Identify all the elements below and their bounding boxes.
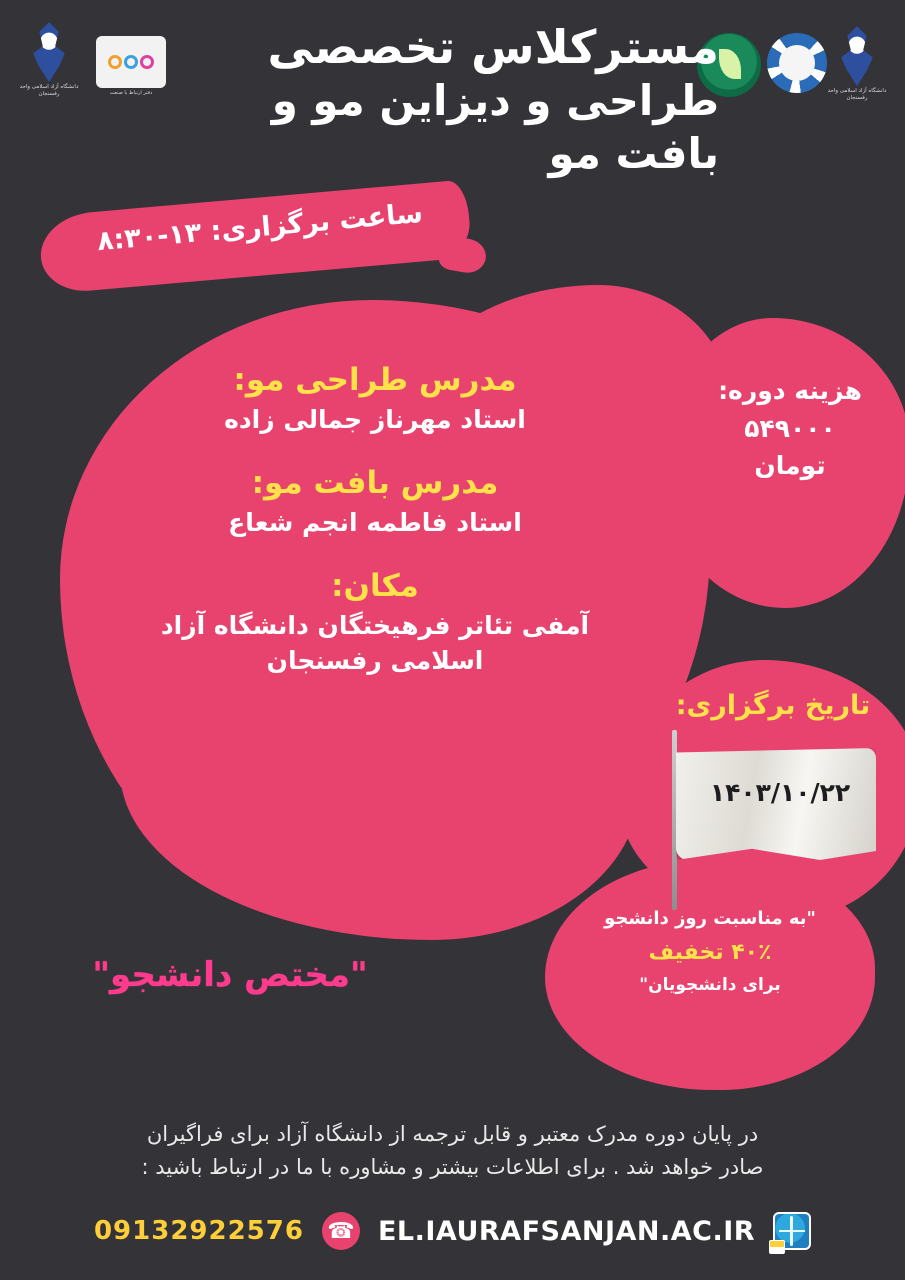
teacher-design-value: استاد مهرناز جمالی زاده bbox=[224, 404, 526, 434]
discount-line-1: "به مناسبت روز دانشجو bbox=[604, 908, 816, 929]
title-line-1: مسترکلاس تخصصی bbox=[267, 20, 719, 74]
gear-emblem-icon bbox=[767, 33, 827, 93]
flag-badge-icon bbox=[769, 1240, 785, 1254]
teacher-design-label: مدرس طراحی مو: bbox=[233, 362, 517, 398]
phone-icon bbox=[322, 1212, 360, 1250]
azad-emblem-icon bbox=[27, 22, 71, 82]
teacher-weave-value: استاد فاطمه انجم شعاع bbox=[228, 507, 522, 537]
student-only-badge: "مختص دانشجو" bbox=[92, 955, 368, 995]
place-value-line-1: آمفی تئاتر فرهیختگان دانشگاه آزاد bbox=[160, 610, 590, 640]
logo-caption: دانشگاه آزاد اسلامی واحد رفسنجان bbox=[19, 84, 79, 97]
event-time: ساعت برگزاری: ۱۳-۸:۳۰ bbox=[95, 197, 425, 258]
logo-caption: دفتر ارتباط با صنعت bbox=[109, 89, 153, 96]
discount-note bbox=[560, 905, 860, 1000]
website-link[interactable]: EL.IAURAFSANJAN.AC.IR bbox=[377, 1215, 756, 1247]
title-line-2: طراحی و دیزاین مو و بافت مو bbox=[271, 76, 719, 178]
price-label: هزینه دوره: bbox=[718, 376, 862, 405]
footer-note bbox=[45, 1118, 860, 1183]
phone-number[interactable]: 09132922576 bbox=[93, 1216, 304, 1246]
date-label: تاریخ برگزاری: bbox=[675, 690, 871, 721]
course-price bbox=[690, 372, 890, 485]
decorative-blob-time-tail bbox=[437, 234, 488, 275]
logo-azad-university-right bbox=[822, 18, 892, 110]
globe-icon bbox=[773, 1212, 811, 1250]
logo-communications-office bbox=[88, 26, 174, 106]
discount-line-2: ۴۰٪ تخفیف bbox=[648, 939, 772, 965]
price-amount: ۵۴۹۰۰۰ bbox=[744, 413, 836, 443]
poster-title bbox=[219, 20, 719, 180]
footer-line-1: در پایان دوره مدرک معتبر و قابل ترجمه از دانشگاه آزاد برای فراگیران bbox=[146, 1122, 759, 1146]
event-details bbox=[90, 360, 660, 678]
logo-azad-university-left bbox=[18, 14, 80, 106]
communications-emblem-icon bbox=[96, 36, 166, 88]
price-currency: تومان bbox=[754, 451, 826, 480]
footer-line-2: صادر خواهد شد . برای اطلاعات بیشتر و مشاوره با ما در ارتباط باشید : bbox=[141, 1154, 764, 1179]
event-date-value: ۱۴۰۳/۱۰/۲۲ bbox=[709, 778, 851, 807]
teacher-weave-label: مدرس بافت مو: bbox=[251, 464, 499, 501]
place-value-line-2: اسلامی رفسنجان bbox=[266, 645, 484, 675]
discount-line-3: برای دانشجویان" bbox=[639, 975, 781, 996]
place-label: مکان: bbox=[331, 567, 419, 604]
contact-row bbox=[30, 1205, 875, 1257]
logo-caption: دانشگاه آزاد اسلامی واحد رفسنجان bbox=[827, 88, 887, 101]
azad-emblem-icon bbox=[835, 26, 879, 86]
